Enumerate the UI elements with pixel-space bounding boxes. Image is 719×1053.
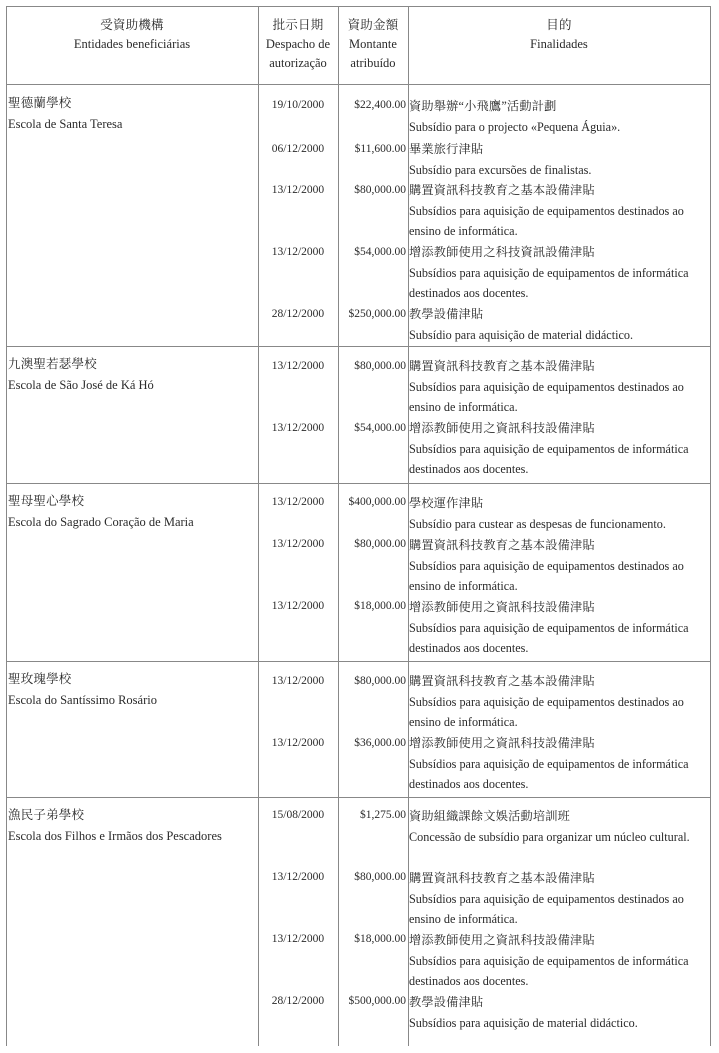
header-date-zh: 批示日期 xyxy=(272,18,324,32)
entity-cell xyxy=(8,669,258,711)
header-entity-zh: 受資助機構 xyxy=(100,18,164,32)
purpose-pt: Subsídios para aquisição de equipamentos destinados ao ensino de informática. xyxy=(409,694,684,729)
header-rule xyxy=(6,84,711,85)
authorization-date: 13/12/2000 xyxy=(271,246,325,258)
amount: $80,000.00 xyxy=(354,538,406,550)
authorization-date: 13/12/2000 xyxy=(271,933,325,945)
authorization-date: 13/12/2000 xyxy=(271,184,325,196)
subsidy-table xyxy=(6,6,711,1046)
entity-cell xyxy=(8,805,258,847)
purpose xyxy=(409,930,709,992)
purpose-pt: Subsídios para aquisição de equipamentos de informática destinados aos docentes. xyxy=(409,620,689,655)
header-amount xyxy=(338,16,408,73)
amount: $500,000.00 xyxy=(348,995,406,1007)
amount: $11,600.00 xyxy=(354,143,406,155)
amount: $80,000.00 xyxy=(354,871,406,883)
purpose-zh: 增添教師使用之資訊科技設備津貼 xyxy=(409,933,595,947)
purpose xyxy=(409,418,709,480)
authorization-date: 19/10/2000 xyxy=(271,99,325,111)
purpose-zh: 增添教師使用之科技資訊設備津貼 xyxy=(409,245,595,259)
authorization-date: 13/12/2000 xyxy=(271,360,325,372)
header-entity xyxy=(6,16,258,54)
header-amount-zh: 資助金額 xyxy=(347,18,399,32)
table-border-right xyxy=(710,6,711,1046)
amount: $54,000.00 xyxy=(354,422,406,434)
header-date-pt: Despacho de autorização xyxy=(265,37,331,70)
entity-name-pt: Escola dos Filhos e Irmãos dos Pescadores xyxy=(8,829,222,843)
header-purpose-pt: Finalidades xyxy=(530,37,588,51)
purpose-pt: Subsídios para aquisição de equipamentos destinados ao ensino de informática. xyxy=(409,891,684,926)
amount: $80,000.00 xyxy=(354,675,406,687)
authorization-date: 06/12/2000 xyxy=(271,143,325,155)
authorization-date: 13/12/2000 xyxy=(271,538,325,550)
purpose xyxy=(409,992,709,1033)
purpose-zh: 購置資訊科技教育之基本設備津貼 xyxy=(409,359,595,373)
amount: $36,000.00 xyxy=(354,737,406,749)
purpose xyxy=(409,242,709,304)
purpose xyxy=(409,139,709,180)
purpose-pt: Subsídio para aquisição de material didáctico. xyxy=(409,327,634,342)
header-purpose xyxy=(408,16,710,54)
header-entity-pt: Entidades beneficiárias xyxy=(73,37,191,51)
purpose-pt: Subsídios para aquisição de equipamentos de informática destinados aos docentes. xyxy=(409,265,689,300)
purpose xyxy=(409,535,709,597)
purpose xyxy=(409,304,709,345)
purpose-pt: Subsídio para custear as despesas de funcionamento. xyxy=(409,516,666,531)
purpose-pt: Subsídios para aquisição de equipamentos de informática destinados aos docentes. xyxy=(409,953,689,988)
purpose-zh: 教學設備津貼 xyxy=(409,307,484,321)
entity-name-pt: Escola de Santa Teresa xyxy=(8,117,123,131)
authorization-date: 28/12/2000 xyxy=(271,308,325,320)
amount: $250,000.00 xyxy=(348,308,406,320)
header-date xyxy=(258,16,338,73)
purpose-zh: 學校運作津貼 xyxy=(409,496,484,510)
header-amount-pt: Montante atribuído xyxy=(349,37,397,70)
entity-name-zh: 聖玫瑰學校 xyxy=(8,672,72,686)
entity-cell xyxy=(8,93,258,135)
section-rule xyxy=(6,661,711,662)
amount: $400,000.00 xyxy=(348,496,406,508)
purpose-zh: 增添教師使用之資訊科技設備津貼 xyxy=(409,421,595,435)
amount: $54,000.00 xyxy=(354,246,406,258)
section-rule xyxy=(6,346,711,347)
authorization-date: 13/12/2000 xyxy=(271,871,325,883)
purpose-pt: Subsídios para aquisição de equipamentos destinados ao ensino de informática. xyxy=(409,203,684,238)
entity-cell xyxy=(8,354,258,396)
entity-cell xyxy=(8,491,258,533)
entity-name-pt: Escola do Sagrado Coração de Maria xyxy=(8,515,194,529)
purpose-pt: Concessão de subsídio para organizar um núcleo cultural. xyxy=(409,829,690,844)
amount: $80,000.00 xyxy=(354,184,406,196)
purpose-zh: 資助舉辦“小飛鷹”活動計劃 xyxy=(409,99,557,113)
purpose xyxy=(409,671,709,733)
authorization-date: 13/12/2000 xyxy=(271,737,325,749)
purpose-zh: 購置資訊科技教育之基本設備津貼 xyxy=(409,871,595,885)
purpose-zh: 購置資訊科技教育之基本設備津貼 xyxy=(409,674,595,688)
section-rule xyxy=(6,797,711,798)
amount: $18,000.00 xyxy=(354,600,406,612)
purpose xyxy=(409,806,709,847)
purpose-pt: Subsídios para aquisição de material didáctico. xyxy=(409,1015,638,1030)
purpose-pt: Subsídio para excursões de finalistas. xyxy=(409,162,592,177)
section-rule xyxy=(6,483,711,484)
authorization-date: 13/12/2000 xyxy=(271,675,325,687)
amount: $18,000.00 xyxy=(354,933,406,945)
authorization-date: 13/12/2000 xyxy=(271,600,325,612)
purpose-pt: Subsídios para aquisição de equipamentos de informática destinados aos docentes. xyxy=(409,756,689,791)
column-divider xyxy=(338,6,339,1046)
entity-name-zh: 聖德蘭學校 xyxy=(8,96,72,110)
purpose xyxy=(409,597,709,659)
purpose xyxy=(409,180,709,242)
purpose-pt: Subsídios para aquisição de equipamentos de informática destinados aos docentes. xyxy=(409,441,689,476)
entity-name-pt: Escola de São José de Ká Hó xyxy=(8,378,154,392)
purpose-zh: 資助組織課餘文娛活動培訓班 xyxy=(409,809,571,823)
entity-name-zh: 漁民子弟學校 xyxy=(8,808,85,822)
purpose-zh: 購置資訊科技教育之基本設備津貼 xyxy=(409,183,595,197)
table-top-rule xyxy=(6,6,711,7)
purpose xyxy=(409,356,709,418)
entity-name-zh: 聖母聖心學校 xyxy=(8,494,85,508)
amount: $1,275.00 xyxy=(360,809,406,821)
authorization-date: 13/12/2000 xyxy=(271,496,325,508)
purpose xyxy=(409,96,709,137)
entity-name-zh: 九澳聖若瑟學校 xyxy=(8,357,97,371)
purpose xyxy=(409,733,709,795)
purpose xyxy=(409,493,709,534)
table-border-left xyxy=(6,6,7,1046)
authorization-date: 13/12/2000 xyxy=(271,422,325,434)
purpose-zh: 教學設備津貼 xyxy=(409,995,484,1009)
purpose-pt: Subsídio para o projecto «Pequena Águia». xyxy=(409,119,621,134)
entity-name-pt: Escola do Santíssimo Rosário xyxy=(8,693,157,707)
authorization-date: 15/08/2000 xyxy=(271,809,325,821)
purpose-zh: 畢業旅行津貼 xyxy=(409,142,484,156)
header-purpose-zh: 目的 xyxy=(546,18,572,32)
purpose-zh: 增添教師使用之資訊科技設備津貼 xyxy=(409,736,595,750)
purpose-zh: 購置資訊科技教育之基本設備津貼 xyxy=(409,538,595,552)
amount: $80,000.00 xyxy=(354,360,406,372)
purpose xyxy=(409,868,709,930)
column-divider xyxy=(258,6,259,1046)
amount: $22,400.00 xyxy=(354,99,406,111)
purpose-zh: 增添教師使用之資訊科技設備津貼 xyxy=(409,600,595,614)
purpose-pt: Subsídios para aquisição de equipamentos destinados ao ensino de informática. xyxy=(409,558,684,593)
purpose-pt: Subsídios para aquisição de equipamentos destinados ao ensino de informática. xyxy=(409,379,684,414)
authorization-date: 28/12/2000 xyxy=(271,995,325,1007)
